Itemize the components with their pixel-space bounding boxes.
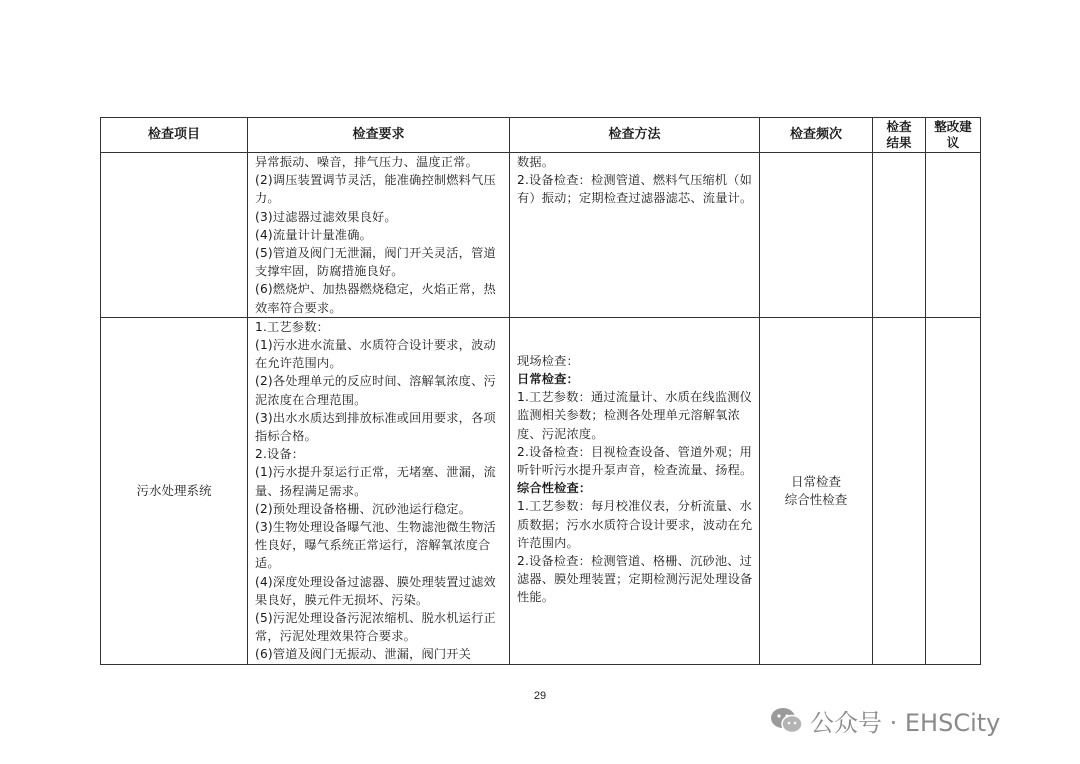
table-row	[101, 317, 981, 664]
row1-suggestion	[926, 153, 981, 318]
header-requirement: 检查要求	[248, 118, 510, 153]
row2-requirement-cell	[248, 317, 510, 664]
row1-requirement: 异常振动、噪音，排气压力、温度正常。 (2)调压装置调节灵活，能准确控制燃料气压力。 (3)过滤器过滤效果良好。 (4)流量计计量准确。 (5)管道及阀门无泄漏，阀门开关灵活，管道支撑牢固，防腐措施良好。 (6)燃烧炉、加热器燃烧稳定，火焰正常，热效率符合要求。	[255, 155, 496, 315]
watermark-text: 公众号 · EHSCity	[810, 709, 1001, 737]
method-comp-title: 综合性检查：	[517, 481, 592, 496]
table-row	[101, 153, 981, 318]
row2-method	[510, 318, 759, 607]
row2-suggestion	[926, 317, 981, 664]
wechat-icon	[770, 707, 804, 735]
table-header-row	[101, 118, 981, 153]
row2-result	[873, 317, 926, 664]
row1-method: 数据。 2.设备检查：检测管道、燃料气压缩机（如有）振动；定期检查过滤器滤芯、流量计。	[517, 155, 753, 206]
header-suggestion: 整改建议	[926, 118, 981, 153]
inspection-table	[100, 117, 981, 665]
row1-frequency	[760, 153, 873, 318]
method-daily: 1.工艺参数：通过流量计、水质在线监测仪监测相关参数；检测各处理单元溶解氧浓度、污泥浓度。 2.设备检查：目视检查设备、管道外观；用听针听污水提升泵声音，检查流量、扬程。	[517, 390, 753, 478]
row2-item: 污水处理系统	[101, 317, 248, 664]
page-number: 29	[533, 690, 547, 702]
row2-requirement: 1.工艺参数： (1)污水进水流量、水质符合设计要求，波动在允许范围内。 (2)各处理单元的反应时间、溶解氧浓度、污泥浓度在合理范围。 (3)出水水质达到排放标准或回用要求，各项指标合格。 2.设备： (1)污水提升泵运行正常，无堵塞、泄漏，流量、扬程满足需求。 (2)预处理设备格栅、沉砂池运行稳定。 (3)生物处理设备曝气池、生物滤池微生物活性良好，曝气系统正常运行，溶解氧浓度合适。 (4)深度处理设备过滤器、膜处理装置过滤效果良好，膜元件无损坏、污染。 (5)污泥处理设备污泥浓缩机、脱水机运行正常，污泥处理效果符合要求。 (6)管道及阀门无振动、泄漏，阀门开关	[255, 319, 496, 662]
row2-frequency: 日常检查 综合性检查	[760, 317, 873, 664]
watermark	[770, 703, 1000, 738]
row2-method-cell	[510, 317, 760, 664]
header-item: 检查项目	[101, 118, 248, 153]
method-comp: 1.工艺参数：每月校准仪表，分析流量、水质数据；污水水质符合设计要求，波动在允许范围内。 2.设备检查：检测管道、格栅、沉砂池、过滤器、膜处理装置；定期检测污泥处理设备性能。	[517, 499, 753, 605]
header-frequency: 检查频次	[760, 118, 873, 153]
row1-item	[101, 153, 248, 318]
header-method: 检查方法	[510, 118, 760, 153]
row1-requirement-cell	[248, 153, 510, 318]
row1-method-cell	[510, 153, 760, 318]
method-daily-title: 日常检查：	[517, 372, 579, 387]
header-result: 检查结果	[873, 118, 926, 153]
row1-result	[873, 153, 926, 318]
method-intro: 现场检查：	[517, 353, 579, 368]
